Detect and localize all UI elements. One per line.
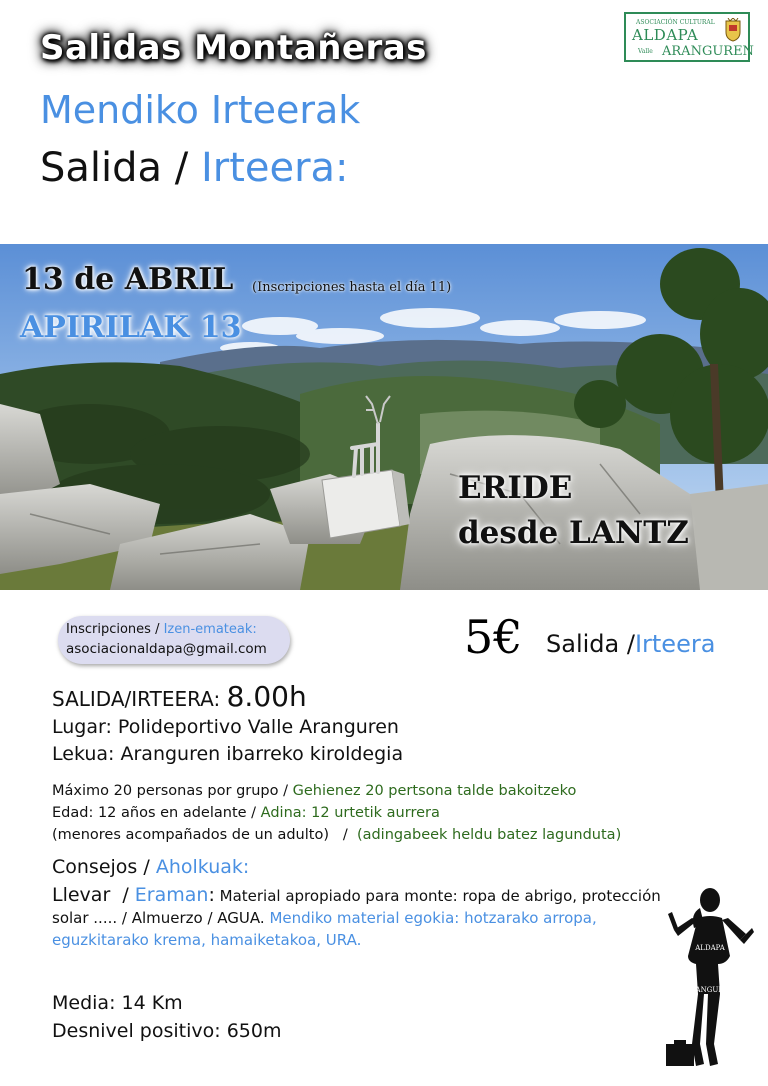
departure-time: 8.00h (226, 680, 307, 713)
advice-text-es: Material apropiado para monte: ropa de abrigo, protección solar ..... / Almuerzo / AGUA. (52, 887, 661, 927)
age-es: Edad: 12 años en adelante (52, 805, 247, 821)
outing-heading-separator: / (174, 145, 189, 191)
registration-deadline: (Inscripciones hasta el día 11) (252, 280, 452, 295)
price-label-eu: Irteera (634, 630, 716, 658)
outing-heading-eu: Irteera: (200, 145, 349, 191)
departure-label: SALIDA/IRTEERA: (52, 687, 221, 711)
departure-line (52, 680, 307, 713)
silhouette-text-1: ALDAPA (695, 944, 725, 952)
meeting-place: Lugar: Polideportivo Valle Aranguren (52, 716, 399, 738)
minors-separator: / (333, 827, 357, 843)
logo-line-2: ALDAPA (632, 26, 699, 44)
group-size-eu: Gehienez 20 pertsona talde bakoitzeko (292, 783, 577, 799)
minors-es: (menores acompañados de un adulto) (52, 827, 329, 843)
price-label-es: Salida (546, 630, 620, 658)
aldapa-logo (624, 12, 754, 62)
outing-date-basque: APIRILAK 13 (20, 310, 242, 345)
bring-label-es: Llevar (52, 884, 111, 906)
advice-heading-eu: Aholkuak: (155, 856, 250, 878)
logo-line-4: ARANGUREN (662, 44, 754, 59)
registration-label (66, 622, 257, 637)
route-distance: Media: 14 Km (52, 992, 183, 1014)
outing-heading (40, 145, 349, 191)
advice-text (52, 884, 692, 951)
age-separator: / (251, 805, 261, 821)
advice-text-eu: Mendiko material egokia: hotzarako arropa, eguzkitarako krema, hamaiketakoa, URA. (52, 909, 597, 949)
hiker-silhouette-icon (660, 884, 756, 1074)
advice-heading-es: Consejos (52, 856, 138, 878)
bring-label-eu: Eraman (134, 884, 209, 906)
price-amount: 5€ (464, 610, 523, 664)
crest-icon (724, 18, 742, 42)
outing-date: 13 de ABRIL (22, 262, 234, 297)
minors-eu: (adingabeek heldu batez lagunduta) (356, 827, 622, 843)
advice-heading-separator: / (143, 856, 156, 878)
group-size-line (52, 783, 576, 799)
advice-heading (52, 856, 249, 878)
age-eu: Adina: 12 urtetik aurrera (260, 805, 440, 821)
poster-title-basque: Mendiko Irteerak (40, 88, 361, 132)
outing-heading-es: Salida (40, 145, 163, 191)
price-label (546, 630, 715, 658)
logo-line-3: Valle (638, 48, 653, 55)
registration-email[interactable]: asociacionaldapa@gmail.com (66, 641, 267, 657)
price-label-separator: / (626, 630, 635, 658)
bring-colon: : (208, 884, 215, 906)
destination-origin: desde LANTZ (458, 515, 689, 551)
poster-title: Salidas Montañeras (40, 28, 427, 68)
group-size-separator: / (283, 783, 293, 799)
logo-line-1: ASOCIACIÓN CULTURAL (636, 19, 715, 26)
route-elevation: Desnivel positivo: 650m (52, 1020, 282, 1042)
age-line (52, 805, 440, 821)
registration-box (58, 616, 290, 664)
silhouette-text-2: ARANGUREN (685, 986, 735, 994)
minors-line (52, 827, 621, 843)
group-size-es: Máximo 20 personas por grupo (52, 783, 279, 799)
registration-separator: / (155, 622, 164, 637)
registration-label-es: Inscripciones (66, 622, 151, 637)
registration-label-eu: Izen-emateak: (163, 622, 257, 637)
destination-name: ERIDE (458, 470, 573, 506)
bring-separator: / (110, 884, 135, 906)
meeting-place-basque: Lekua: Aranguren ibarreko kiroldegia (52, 743, 404, 765)
